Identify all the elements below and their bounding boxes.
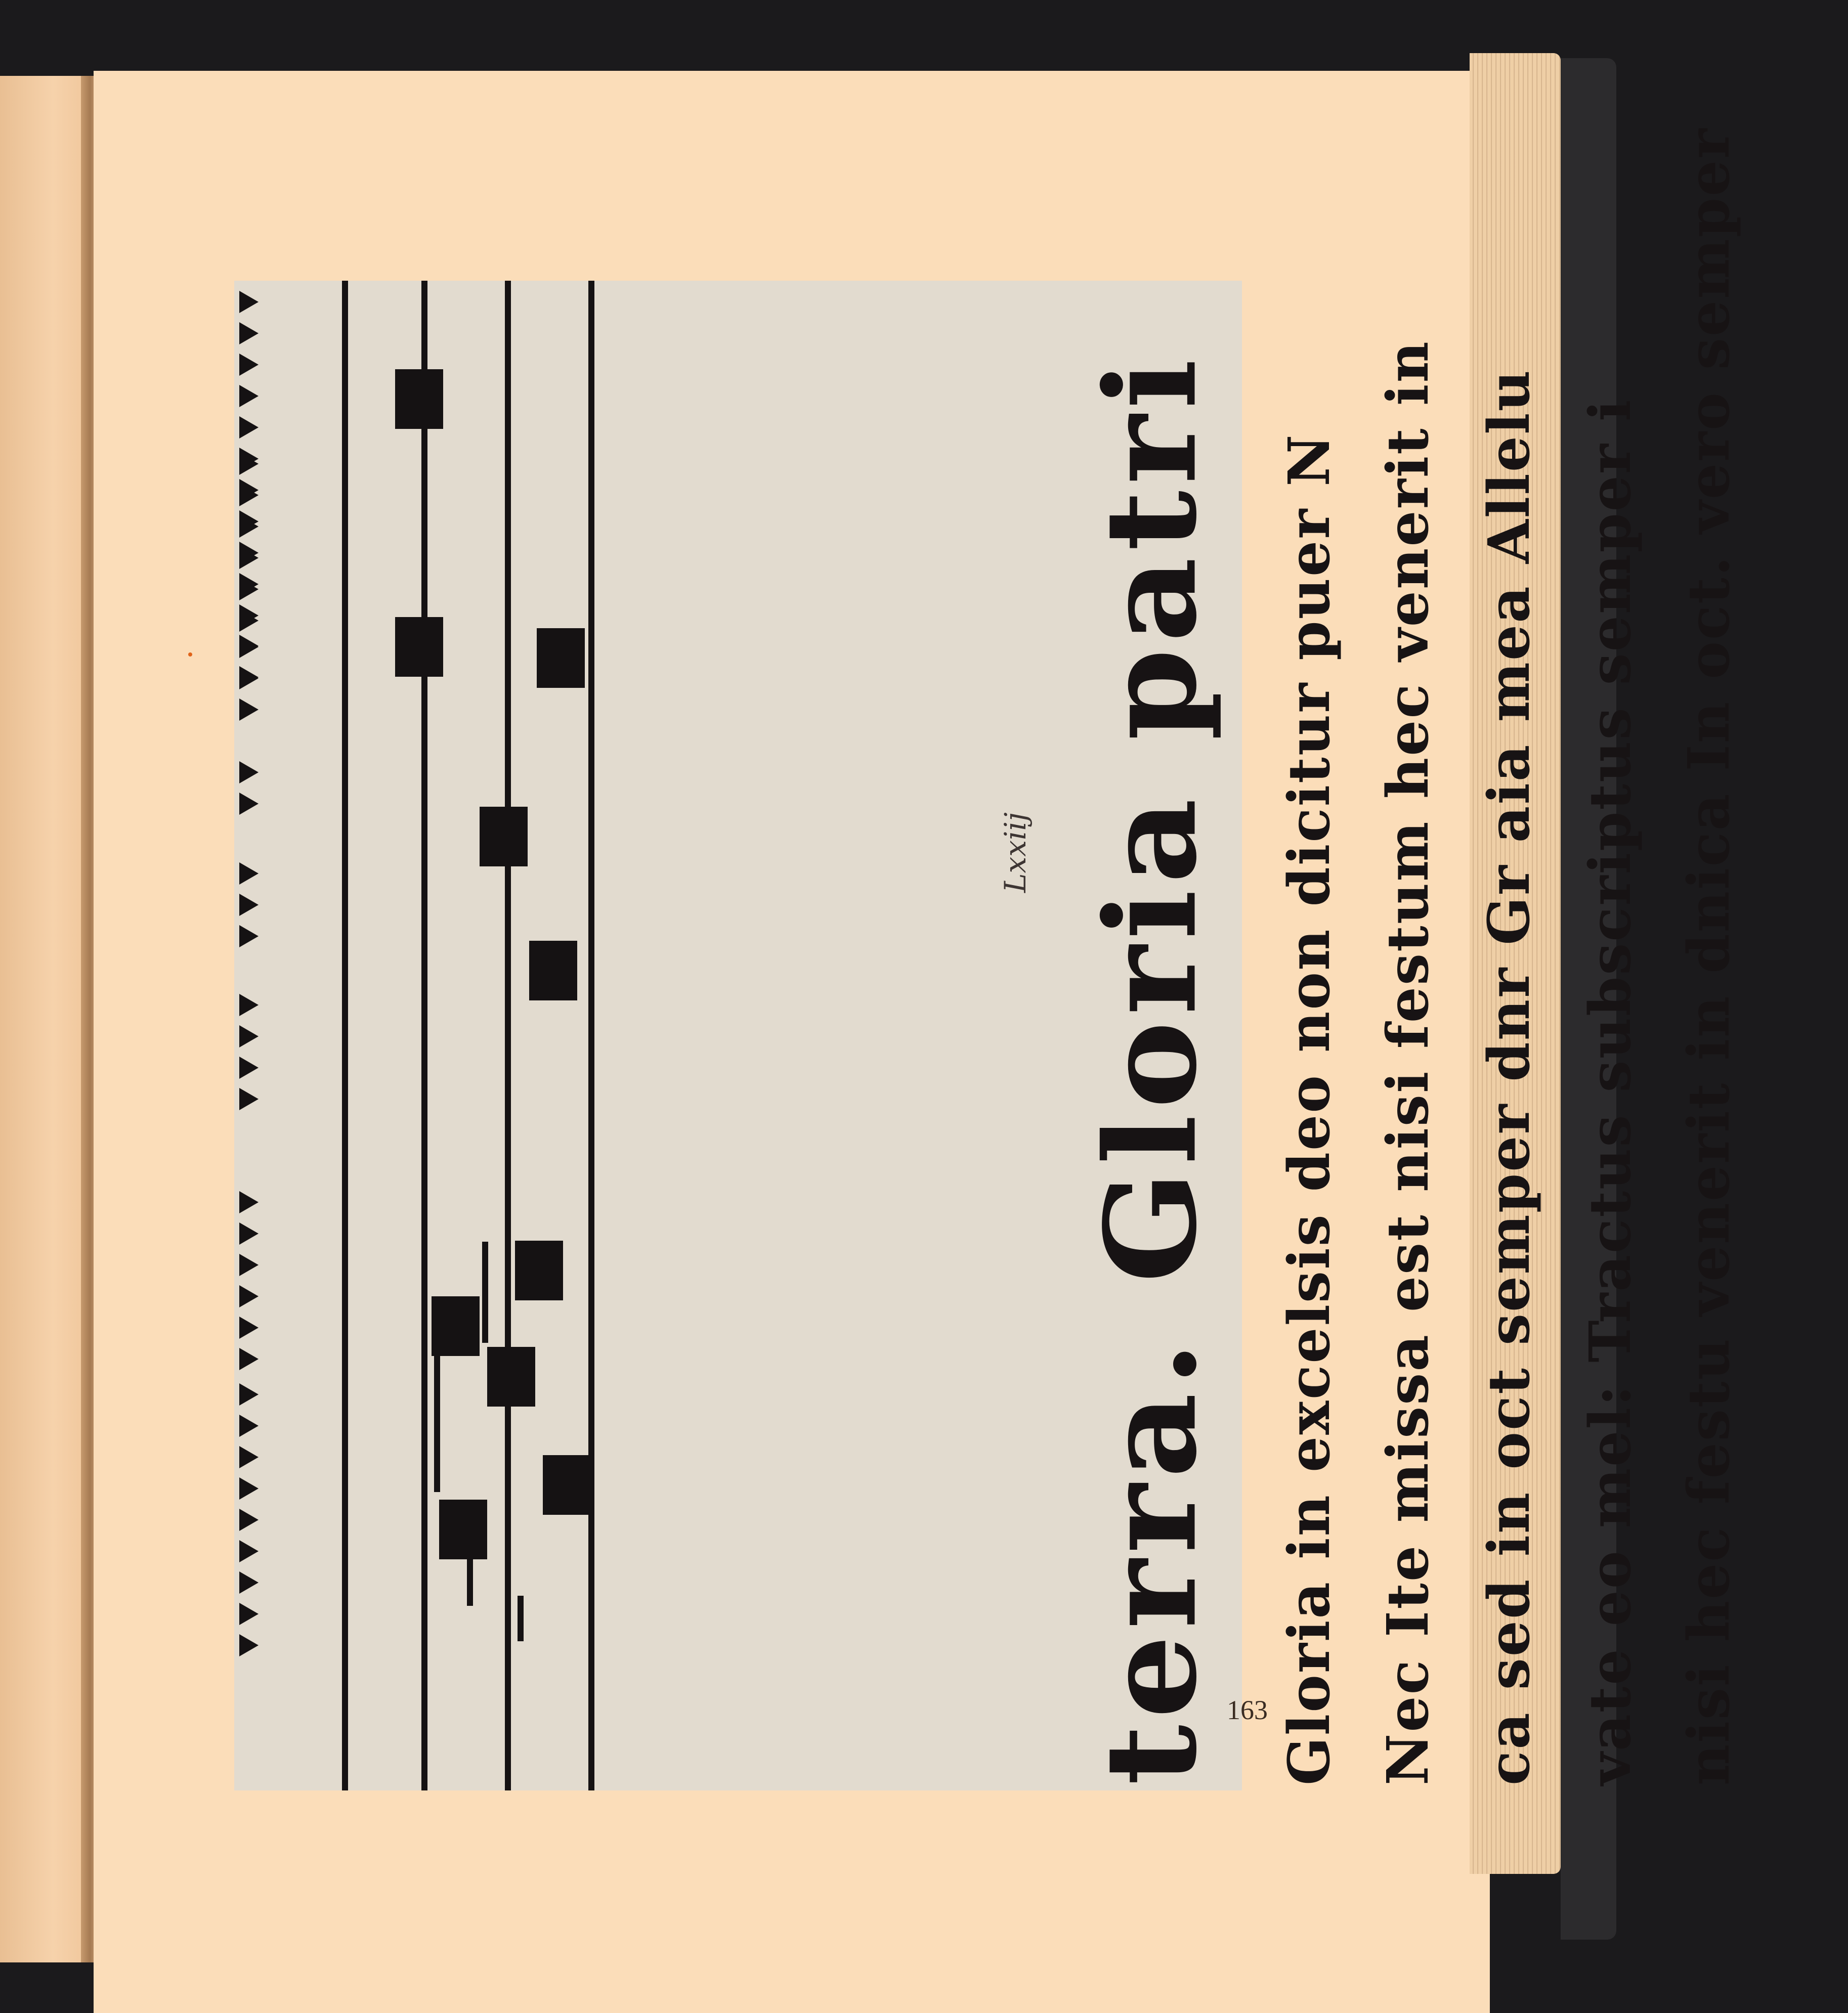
custos-mark (234, 322, 265, 344)
custos-mark (234, 994, 265, 1016)
neume (395, 617, 443, 677)
staff-line (342, 281, 348, 1790)
text-line: vate eo mel: Tractus subscriptus semper i (1577, 398, 1644, 1785)
paper-speck (188, 652, 192, 657)
custos-mark (234, 1317, 265, 1339)
custos-mark (234, 862, 265, 885)
custos-mark (234, 1088, 265, 1110)
custos-mark (234, 1540, 265, 1562)
neume (395, 369, 443, 429)
custos-mark (234, 1571, 265, 1594)
neume (432, 1296, 480, 1356)
custos-mark (234, 453, 265, 475)
custos-mark (234, 1477, 265, 1500)
neume (543, 1455, 591, 1515)
neume (537, 628, 585, 688)
left-page (0, 76, 89, 1962)
custos-mark (234, 894, 265, 916)
custos-mark (234, 547, 265, 569)
custos-mark (234, 1509, 265, 1531)
custos-mark (234, 1634, 265, 1656)
custos-mark (234, 1285, 265, 1307)
custos-mark (234, 1603, 265, 1625)
neume-stem (421, 281, 427, 584)
custos-mark (234, 635, 265, 657)
custos-mark (234, 484, 265, 506)
neume-stem (467, 1545, 473, 1606)
neume (487, 1347, 535, 1407)
neume-stem (518, 1596, 524, 1641)
staff-line (588, 281, 594, 1790)
custos-mark (234, 698, 265, 721)
custos-mark (234, 1383, 265, 1406)
manuscript-text (1078, 127, 1848, 1785)
custos-mark (234, 1025, 265, 1047)
custos-mark (234, 354, 265, 376)
custos-mark (234, 609, 265, 632)
text-line: nisi hec festu venerit in dnica In oct. vero semper (1676, 127, 1742, 1785)
neume (439, 1500, 487, 1559)
custos-mark (234, 666, 265, 688)
custos-mark (234, 1222, 265, 1245)
custos-mark (234, 385, 265, 407)
neume (529, 941, 577, 1000)
neume (515, 1241, 563, 1300)
headline-text: terra. Gloria patri (1078, 353, 1225, 1785)
custos-mark (234, 793, 265, 815)
custos-mark (234, 925, 265, 947)
custos-mark (234, 578, 265, 600)
custos-mark (234, 515, 265, 538)
neume (480, 807, 528, 866)
custos-mark (234, 1254, 265, 1276)
staff-line (505, 281, 511, 1790)
custos-mark (234, 291, 265, 313)
marginal-note: Lxxiij (998, 812, 1033, 893)
neume-stem (482, 1242, 488, 1343)
custos-mark (234, 1415, 265, 1437)
text-line: Nec Ite missa est nisi festum hec venerit in (1375, 340, 1441, 1785)
custos-mark (234, 1446, 265, 1468)
custos-mark (234, 761, 265, 783)
custos-mark (234, 1191, 265, 1213)
text-line: ca sed in oct semper dnr Gr aia mea Allelu (1476, 369, 1542, 1785)
page-number: 163 (1227, 1695, 1268, 1725)
text-line: Gloria in excelsis deo non dicitur puer N (1276, 433, 1343, 1785)
custos-mark (234, 416, 265, 439)
custos-mark (234, 1057, 265, 1079)
custos-mark (234, 1348, 265, 1370)
neume-stem (434, 1355, 440, 1492)
